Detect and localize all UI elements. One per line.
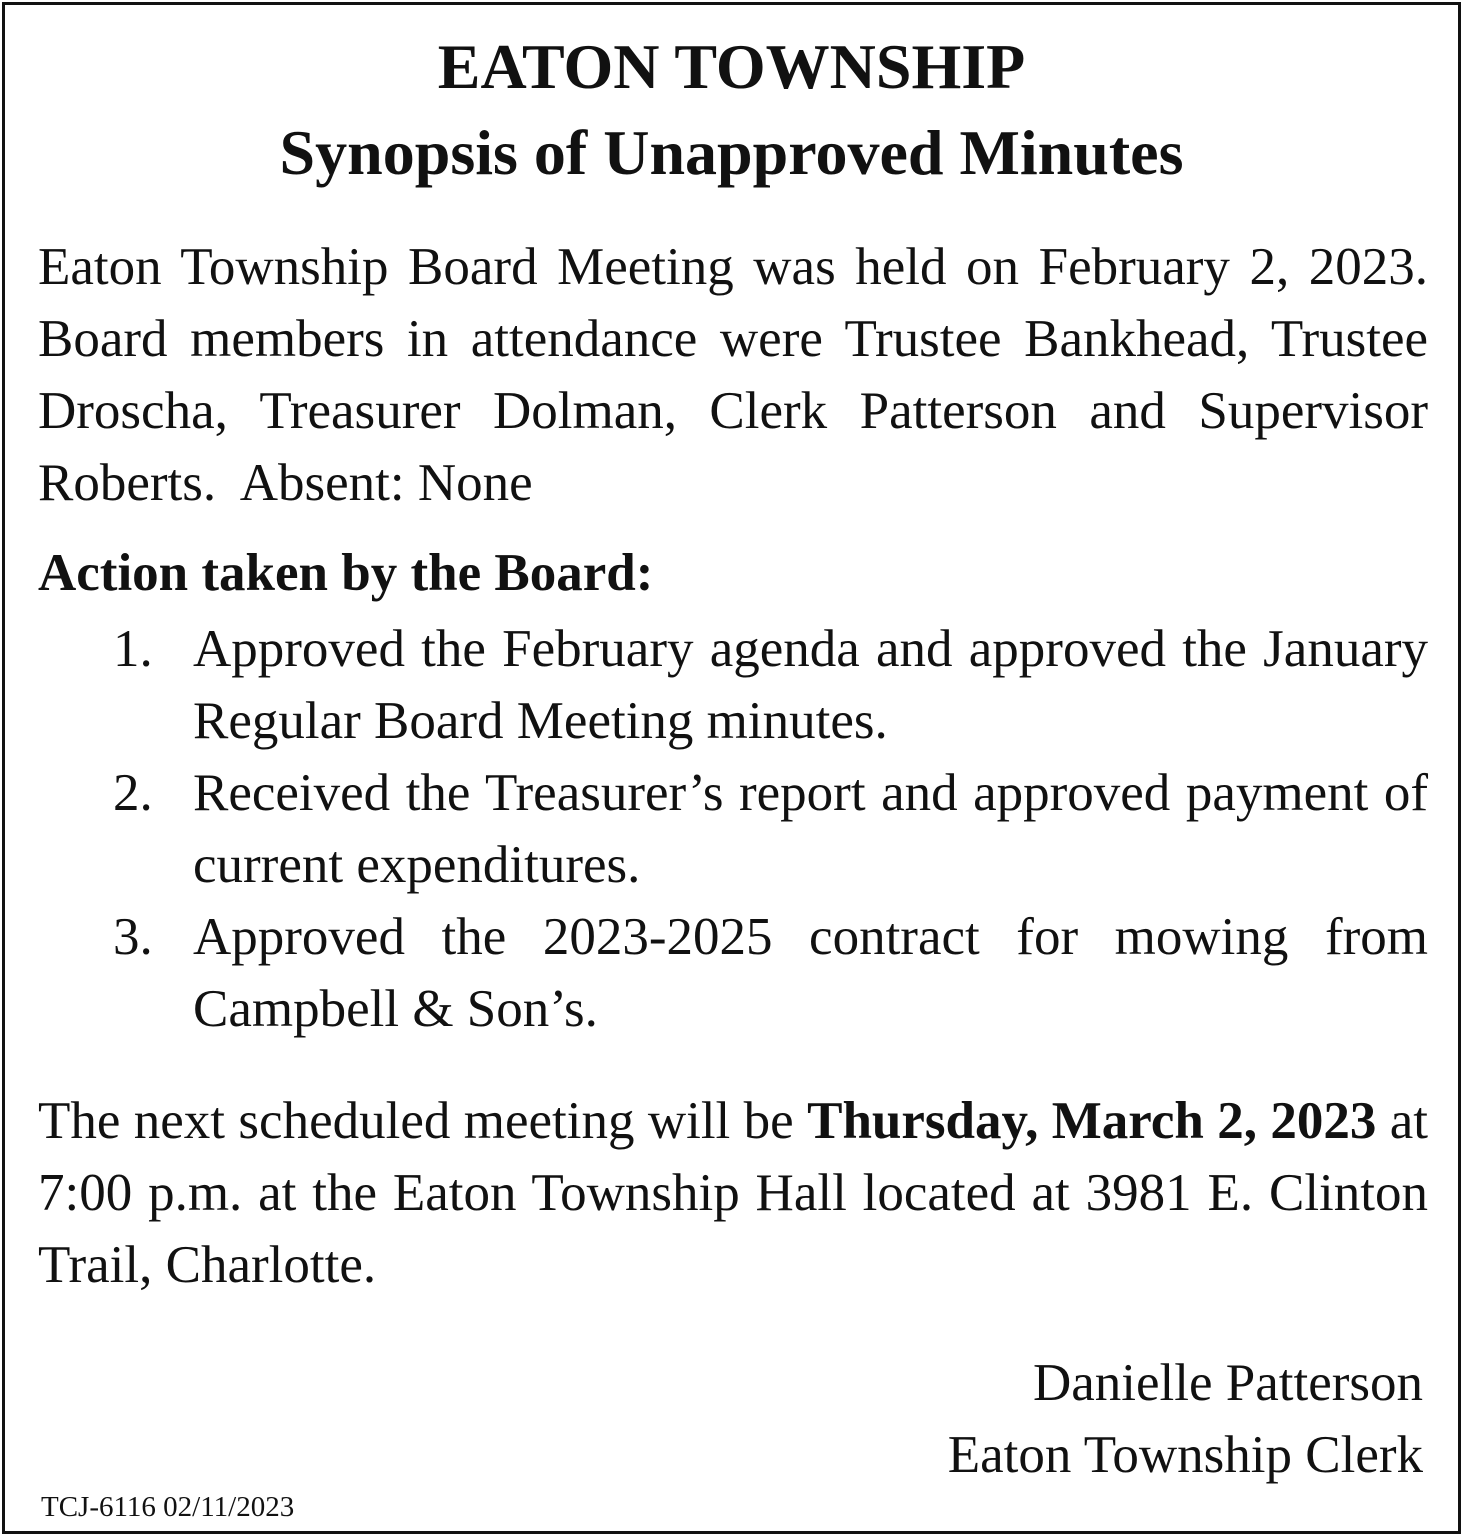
signature-title: Eaton Township Clerk — [947, 1426, 1423, 1484]
actions-list — [38, 613, 1428, 1045]
item-number: 2. — [113, 764, 153, 822]
list-item — [38, 757, 1428, 901]
list-item — [38, 901, 1428, 1045]
item-number: 3. — [113, 908, 153, 966]
item-number: 1. — [113, 620, 153, 678]
item-text: Approved the February agenda and approved the January Regular Board Meeting minutes. — [193, 620, 1428, 750]
signature-name: Danielle Patterson — [1032, 1354, 1423, 1412]
legal-notice — [2, 2, 1461, 1534]
reference-code: TCJ-6116 02/11/2023 — [41, 1491, 295, 1523]
notice-subtitle: Synopsis of Unapproved Minutes — [279, 117, 1184, 188]
actions-heading: Action taken by the Board: — [38, 544, 654, 602]
item-text: Approved the 2023-2025 contract for mowing from Campbell & Son’s. — [193, 908, 1428, 1038]
next-meeting-date: Thursday, March 2, 2023 — [807, 1092, 1377, 1150]
list-item — [38, 613, 1428, 757]
next-meeting-details: at 7:00 p.m. at the Eaton Township Hall located at 3981 E. Clinton Trail, Charlotte. — [38, 1092, 1428, 1294]
meeting-summary: Eaton Township Board Meeting was held on February 2, 2023. Board members in attendance were Trustee Bankhead, Trustee Droscha, Treasurer Dolman, Clerk Patterson and Supervisor Roberts. Absent: None — [38, 238, 1428, 512]
notice-title: EATON TOWNSHIP — [437, 31, 1026, 102]
next-meeting-lead: The next scheduled meeting will be — [38, 1092, 808, 1150]
next-meeting — [38, 1085, 1428, 1301]
item-text: Received the Treasurer’s report and approved payment of current expenditures. — [193, 764, 1428, 894]
